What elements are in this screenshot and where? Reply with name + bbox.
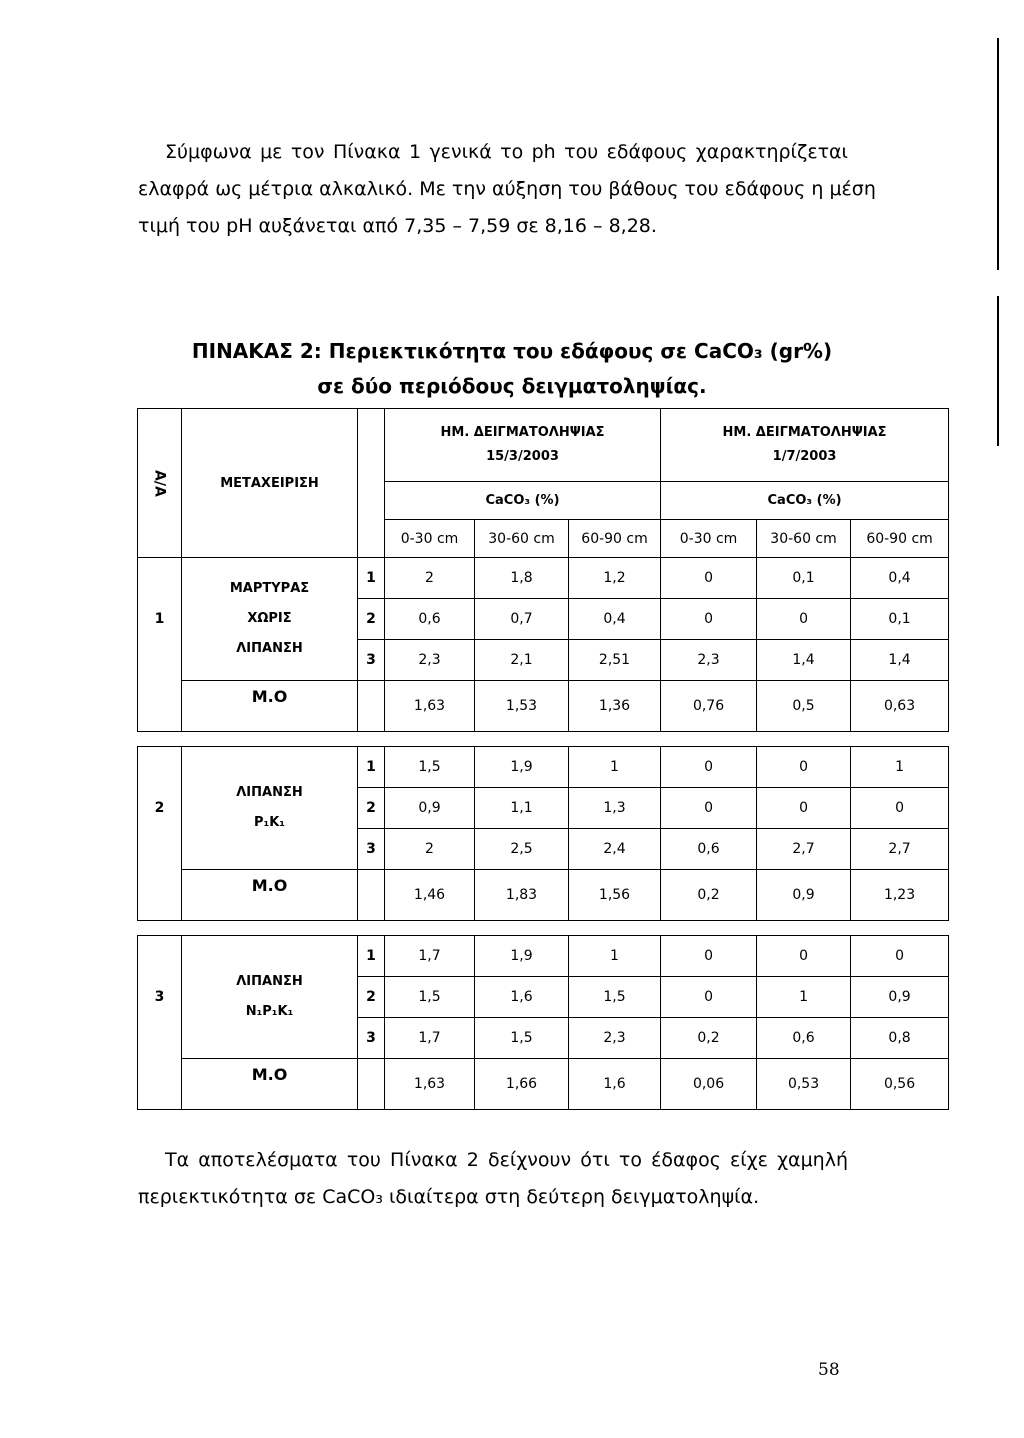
mean-row [138,870,949,921]
cell: 0 [851,936,949,977]
cell: 1,4 [757,640,851,681]
cell: 2,7 [851,829,949,870]
mean-label: Μ.Ο [182,1059,358,1110]
spacer-row [138,921,949,936]
cell: 0 [757,936,851,977]
cell: 1,9 [475,747,569,788]
cell: 1,1 [475,788,569,829]
cell: 1,5 [385,977,475,1018]
intro-paragraph [138,134,876,245]
rep-blank [358,870,385,921]
cell: 0 [661,558,757,599]
mean-label: Μ.Ο [182,681,358,732]
cell: 2,5 [475,829,569,870]
treatment-line: ΛΙΠΑΝΣΗ [236,785,303,800]
header-rep-blank [358,409,385,558]
mean-cell: 1,53 [475,681,569,732]
mean-cell: 0,76 [661,681,757,732]
mean-cell: 0,56 [851,1059,949,1110]
mean-cell: 1,63 [385,681,475,732]
cell: 0,9 [851,977,949,1018]
header-depth: 60-90 cm [569,520,661,558]
cell: 0,2 [661,1018,757,1059]
conclusion-line-1: Τα αποτελέσματα του Πίνακα 2 δείχνουν ότι το έδαφος είχε χαμηλή [165,1149,848,1171]
mean-row [138,681,949,732]
treatment-line: P₁K₁ [254,815,285,830]
mean-cell: 1,63 [385,1059,475,1110]
cell: 1 [569,747,661,788]
group-treatment [182,936,358,1059]
mean-cell: 0,63 [851,681,949,732]
cell: 1,4 [851,640,949,681]
group-aa: 2 [138,747,182,870]
header-depth: 30-60 cm [475,520,569,558]
header-caco3-2: CaCO₃ (%) [661,482,949,520]
cell: 0 [661,599,757,640]
caco3-table [137,408,949,1110]
mean-cell: 0,2 [661,870,757,921]
cell: 1,5 [569,977,661,1018]
header-aa: Α/Α [138,409,182,558]
mean-cell: 0,5 [757,681,851,732]
cell: 1,7 [385,1018,475,1059]
treatment-line: ΧΩΡΙΣ [247,611,292,626]
rep-number: 1 [358,936,385,977]
header-depth: 30-60 cm [757,520,851,558]
page-number: 58 [818,1360,840,1380]
intro-line-3: τιμή του pH αυξάνεται από 7,35 – 7,59 σε 8,16 – 8,28. [138,215,657,237]
cell: 1,5 [385,747,475,788]
cell: 0,4 [569,599,661,640]
table-row [138,936,949,977]
rep-number: 3 [358,1018,385,1059]
conclusion-paragraph [138,1142,848,1216]
mean-row [138,1059,949,1110]
table-title: ΠΙΝΑΚΑΣ 2: Περιεκτικότητα του εδάφους σε CaCO₃ (gr%) [191,339,833,363]
treatment-line: ΛΙΠΑΝΣΗ [236,974,303,989]
cell: 1 [569,936,661,977]
group-aa-blank [138,1059,182,1110]
rep-blank [358,1059,385,1110]
mean-cell: 0,9 [757,870,851,921]
conclusion-line-2: περιεκτικότητα σε CaCO₃ ιδιαίτερα στη δεύτερη δειγματοληψία. [138,1186,760,1208]
rep-number: 3 [358,829,385,870]
cell: 2,3 [661,640,757,681]
mean-cell: 1,46 [385,870,475,921]
table-row [138,558,949,599]
cell: 0,9 [385,788,475,829]
header-row-1 [138,409,949,482]
mean-cell: 1,36 [569,681,661,732]
treatment-line: ΛΙΠΑΝΣΗ [236,641,303,656]
group-treatment [182,747,358,870]
cell: 1,8 [475,558,569,599]
rep-number: 2 [358,788,385,829]
header-depth: 60-90 cm [851,520,949,558]
header-caco3-1: CaCO₃ (%) [385,482,661,520]
group-aa: 1 [138,558,182,681]
group-aa-blank [138,870,182,921]
intro-line-1: Σύμφωνα με τον Πίνακα 1 γενικά το ph του εδάφους χαρακτηρίζεται [165,141,848,163]
cell: 0,1 [851,599,949,640]
treatment-line: N₁P₁K₁ [245,1004,294,1019]
cell: 0,1 [757,558,851,599]
group-spacer [138,921,949,936]
cell: 1 [757,977,851,1018]
rep-number: 2 [358,977,385,1018]
cell: 0 [757,747,851,788]
header-period-2-label: ΗΜ. ΔΕΙΓΜΑΤΟΛΗΨΙΑΣ [722,425,887,440]
group-aa: 3 [138,936,182,1059]
table-row [138,747,949,788]
cell: 1,3 [569,788,661,829]
spacer-row [138,732,949,747]
header-period-2-date: 1/7/2003 [772,449,837,464]
mean-cell: 0,53 [757,1059,851,1110]
cell: 0 [661,977,757,1018]
margin-rule-top [997,38,999,270]
cell: 1,5 [475,1018,569,1059]
cell: 0,8 [851,1018,949,1059]
header-period-1-label: ΗΜ. ΔΕΙΓΜΑΤΟΛΗΨΙΑΣ [440,425,605,440]
mean-cell: 1,66 [475,1059,569,1110]
cell: 1,6 [475,977,569,1018]
cell: 2,7 [757,829,851,870]
cell: 0,4 [851,558,949,599]
cell: 2,51 [569,640,661,681]
cell: 1 [851,747,949,788]
rep-blank [358,681,385,732]
cell: 1,7 [385,936,475,977]
group-spacer [138,732,949,747]
header-period-1 [385,409,661,482]
mean-cell: 1,23 [851,870,949,921]
mean-cell: 0,06 [661,1059,757,1110]
intro-line-2: ελαφρά ως μέτρια αλκαλικό. Με την αύξηση του βάθους του εδάφους η μέση [138,178,876,200]
cell: 0,6 [757,1018,851,1059]
header-period-1-date: 15/3/2003 [486,449,559,464]
group-treatment [182,558,358,681]
rep-number: 2 [358,599,385,640]
cell: 2,3 [569,1018,661,1059]
mean-cell: 1,56 [569,870,661,921]
cell: 0,6 [385,599,475,640]
rep-number: 1 [358,558,385,599]
cell: 1,9 [475,936,569,977]
group-aa-blank [138,681,182,732]
cell: 2,4 [569,829,661,870]
cell: 0,6 [661,829,757,870]
cell: 0 [851,788,949,829]
header-depth: 0-30 cm [385,520,475,558]
header-treatment: ΜΕΤΑΧΕΙΡΙΣΗ [182,409,358,558]
header-period-2 [661,409,949,482]
cell: 0 [757,788,851,829]
table-subtitle: σε δύο περιόδους δειγματοληψίας. [317,374,707,398]
cell: 2 [385,829,475,870]
header-depth: 0-30 cm [661,520,757,558]
cell: 2,1 [475,640,569,681]
rep-number: 3 [358,640,385,681]
cell: 0 [661,747,757,788]
cell: 0,7 [475,599,569,640]
cell: 1,2 [569,558,661,599]
cell: 2 [385,558,475,599]
cell: 0 [661,788,757,829]
mean-label: Μ.Ο [182,870,358,921]
mean-cell: 1,6 [569,1059,661,1110]
cell: 0 [661,936,757,977]
mean-cell: 1,83 [475,870,569,921]
treatment-line: ΜΑΡΤΥΡΑΣ [229,581,310,596]
cell: 2,3 [385,640,475,681]
cell: 0 [757,599,851,640]
rep-number: 1 [358,747,385,788]
